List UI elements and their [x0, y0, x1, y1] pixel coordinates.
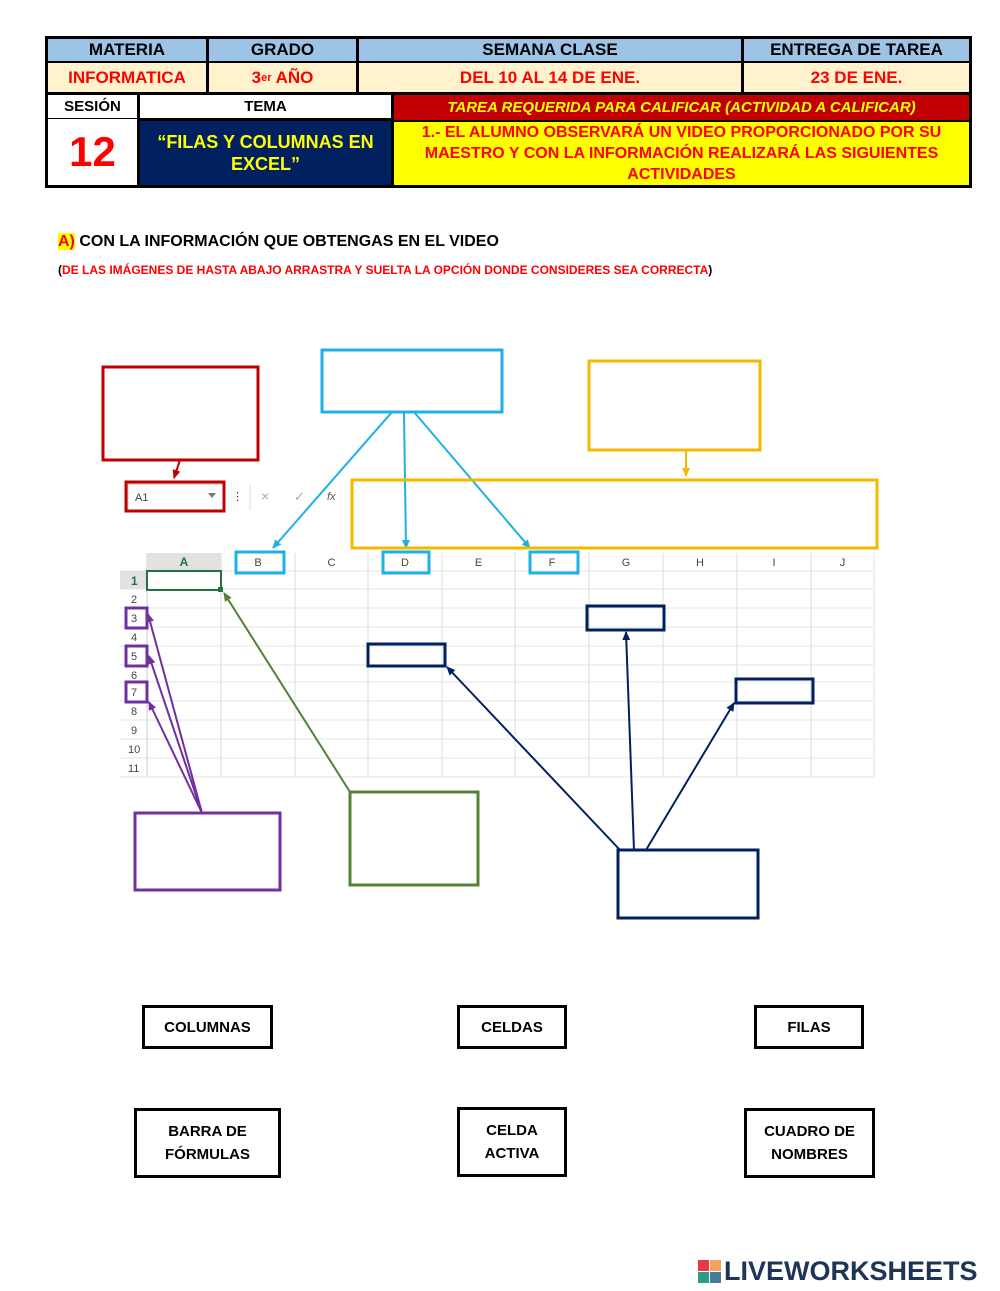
row-header-4[interactable]: 4: [131, 632, 138, 644]
fx-icon: fx: [327, 491, 336, 503]
fill-handle[interactable]: [218, 587, 223, 592]
cell-g3-highlight: [587, 606, 664, 630]
column-header-g[interactable]: G: [621, 557, 631, 569]
word-celdas[interactable]: CELDAS: [457, 1005, 567, 1049]
sesion-label: SESIÓN: [48, 95, 137, 118]
columns-group: [236, 350, 578, 573]
answer-box-cells[interactable]: [618, 850, 758, 918]
tarea-label-paren: (ACTIVIDAD A CALIFICAR): [720, 99, 916, 116]
paren-open: (: [58, 263, 62, 277]
column-header-a[interactable]: A: [179, 555, 189, 569]
tema-label: TEMA: [140, 95, 391, 118]
row-header-5[interactable]: 5: [131, 651, 138, 663]
row-header-6[interactable]: 6: [131, 670, 138, 682]
row-header-11[interactable]: 11: [128, 763, 140, 775]
grado-label: GRADO: [209, 39, 356, 61]
paren-close: ): [708, 263, 713, 277]
sesion-value: 12: [48, 119, 137, 185]
column-header-b[interactable]: B: [254, 557, 262, 569]
cells-group: [368, 606, 813, 918]
word-celda-activa[interactable]: CELDA ACTIVA: [457, 1107, 567, 1177]
instruction-letter: A): [58, 233, 75, 250]
enter-icon: ✓: [294, 489, 305, 504]
entrega-label: ENTREGA DE TAREA: [744, 39, 969, 61]
row-header-9[interactable]: 9: [131, 725, 138, 737]
rows-group: [126, 608, 280, 890]
grado-sup: er: [261, 71, 272, 84]
answer-box-formula-bar[interactable]: [589, 361, 760, 450]
answer-box-columns[interactable]: [322, 350, 502, 412]
word-filas[interactable]: FILAS: [754, 1005, 864, 1049]
cell-i7-highlight: [736, 679, 813, 703]
row-header-10[interactable]: 10: [128, 744, 141, 756]
logo-mark-icon: [698, 1260, 721, 1283]
answer-box-rows[interactable]: [135, 813, 280, 890]
column-header-h[interactable]: H: [696, 557, 704, 569]
formula-bar-separator-icon: ⋮: [232, 491, 243, 503]
tarea-label-main: TAREA REQUERIDA PARA CALIFICAR: [447, 99, 721, 116]
answer-box-name-box[interactable]: [103, 367, 258, 460]
instruction-subtitle-text: DE LAS IMÁGENES DE HASTA ABAJO ARRASTRA Y SUELTA LA OPCIÓN DONDE CONSIDERES SEA CORRECTA: [62, 263, 709, 277]
semana-value: DEL 10 AL 14 DE ENE.: [359, 63, 741, 92]
cancel-icon: ×: [261, 488, 270, 504]
row-header-1[interactable]: 1: [131, 574, 138, 588]
column-header-e[interactable]: E: [474, 557, 483, 569]
semana-label: SEMANA CLASE: [359, 39, 741, 61]
grado-rest: AÑO: [271, 67, 314, 87]
column-header-d[interactable]: D: [401, 557, 409, 569]
tarea-description: 1.- EL ALUMNO OBSERVARÁ UN VIDEO PROPORCIONADO POR SU MAESTRO Y CON LA INFORMACIÓN REALIZARÁ LAS SIGUIENTES ACTIVIDADES: [394, 122, 969, 185]
active-cell-a1[interactable]: [147, 571, 221, 590]
tema-value: “FILAS Y COLUMNAS EN EXCEL”: [140, 121, 391, 185]
column-header-j[interactable]: J: [839, 557, 846, 569]
row-header-2[interactable]: 2: [131, 594, 138, 606]
logo-text: LIVEWORKSHEETS: [724, 1255, 978, 1286]
row-header-8[interactable]: 8: [131, 706, 138, 718]
formula-bar-highlight: [352, 480, 877, 548]
instruction-title-text: CON LA INFORMACIÓN QUE OBTENGAS EN EL VIDEO: [74, 233, 499, 250]
materia-label: MATERIA: [48, 39, 206, 61]
liveworksheets-logo: [698, 1254, 978, 1288]
materia-value: INFORMATICA: [48, 63, 206, 92]
grado-number: 3: [251, 67, 262, 87]
column-header-c[interactable]: C: [327, 557, 336, 569]
cell-d5-highlight: [368, 644, 445, 666]
entrega-value: 23 DE ENE.: [744, 63, 969, 92]
formula-bar-group: [352, 361, 877, 548]
word-barra-de-formulas[interactable]: BARRA DE FÓRMULAS: [134, 1108, 281, 1178]
word-columnas[interactable]: COLUMNAS: [142, 1005, 273, 1049]
column-header-f[interactable]: F: [548, 557, 556, 569]
name-box-value: A1: [135, 492, 149, 504]
answer-box-active-cell[interactable]: [350, 792, 478, 885]
row-header-7[interactable]: 7: [131, 687, 138, 699]
word-cuadro-de-nombres[interactable]: CUADRO DE NOMBRES: [744, 1108, 875, 1178]
spreadsheet-grid: [120, 553, 874, 777]
row-header-3[interactable]: 3: [131, 613, 138, 625]
column-header-i[interactable]: I: [772, 557, 776, 569]
